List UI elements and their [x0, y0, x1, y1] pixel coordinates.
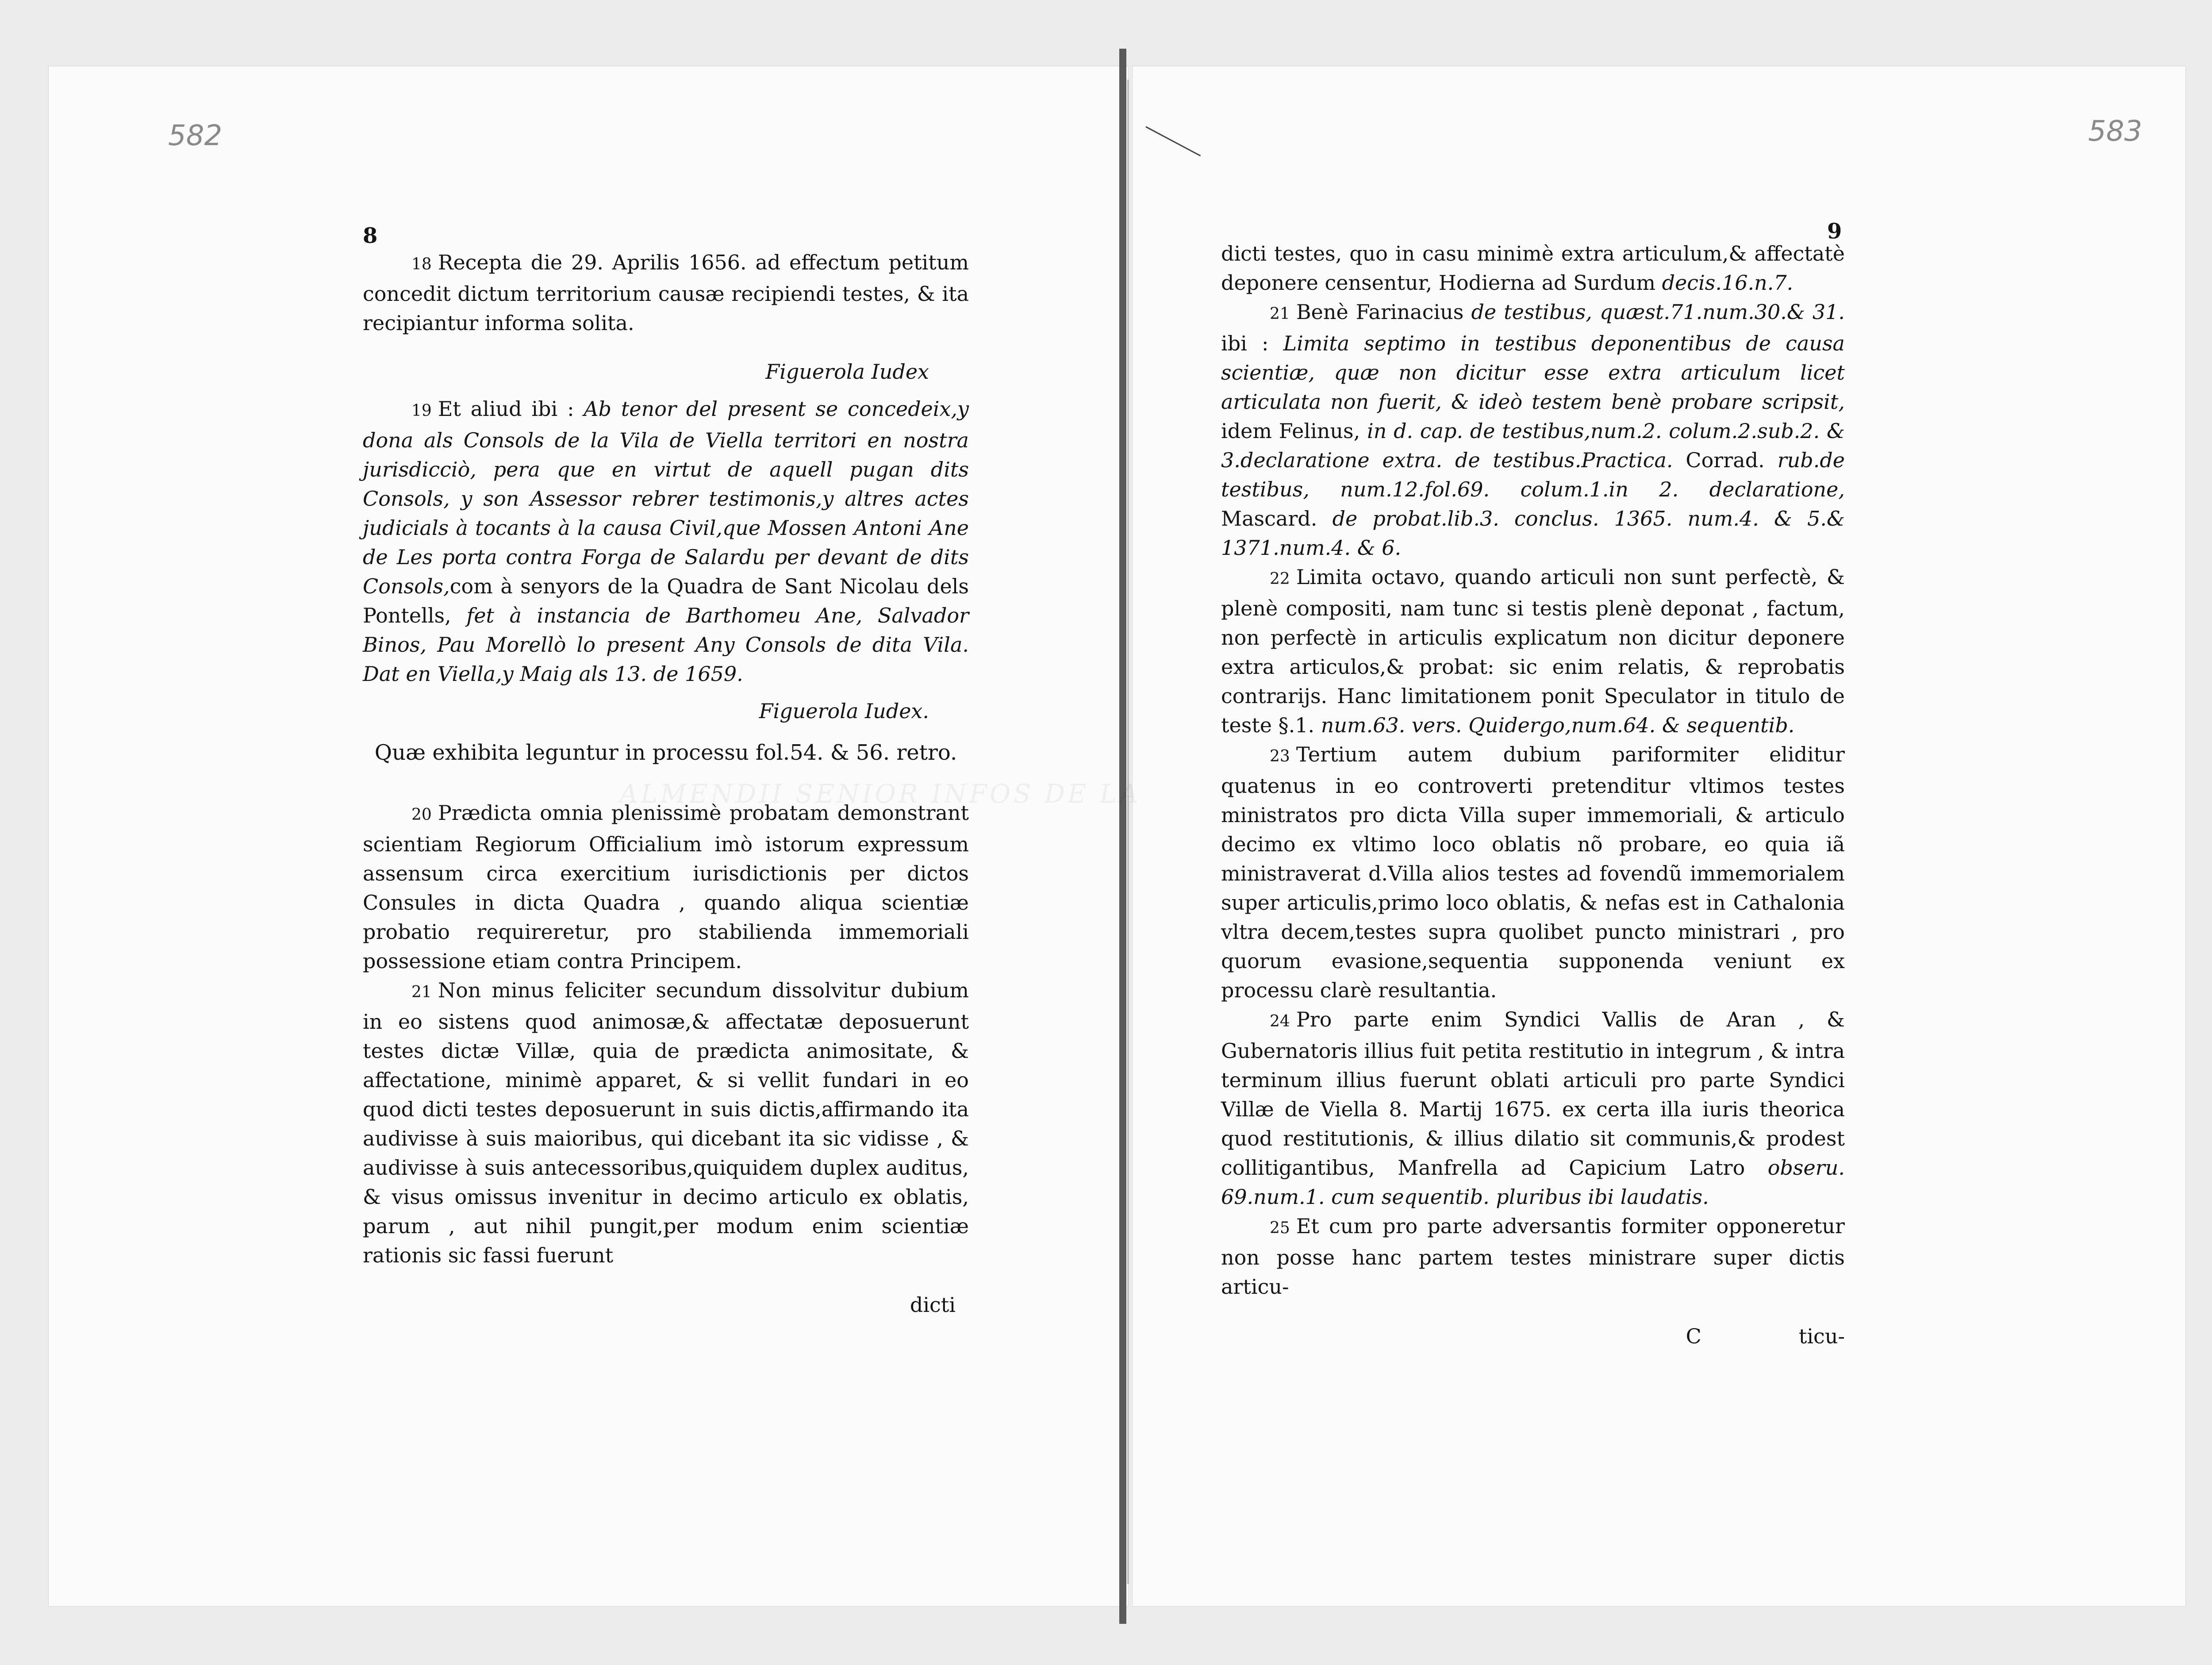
paragraph-text: Limita octavo, quando articuli non sunt perfectè, & plenè compositi, nam tunc si testis plenè deponat , factum, non perfectè in articulis explicatum non dicitur deponere extra articulos,& probat: sic enim relatis, & reprobatis contrarijs. Hanc limitationem ponit Speculator in titulo de teste §.1. — [1221, 565, 1845, 737]
paragraph-20 — [363, 798, 969, 976]
paragraph-text: Tertium autem dubium pariformiter eliditur quatenus in eo controverti pretenditur vltimos testes ministratos pro dicta Villa super immemoriali, & articulo decimo ex vltimo loco oblatis nõ probare, eo quia iã ministraverat d.Villa alios testes ad fovendũ immemorialem super articulis,primo loco oblatis, & nefas est in Cathalonia vltra decem,testes supra quolibet puncto ministrari , pro quorum evasione,sequentia supponenda veniunt ex processu clarè resultantia. — [1221, 742, 1845, 1002]
paragraph-text: Pro parte enim Syndici Vallis de Aran , & Gubernatoris illius fuit petita restitutio in integrum , & intra terminum illius fuerunt oblati articuli pro parte Syndici Villæ de Viella 8. Martij 1675. ex certa illa iuris theorica quod restitutionis, & illius dilatio sit communis,& prodest collitigantibus, Manfrella ad Capicium Latro — [1221, 1007, 1845, 1180]
paragraph-number: 21 — [1270, 305, 1290, 323]
paragraph-18 — [363, 248, 969, 338]
left-text-column — [363, 248, 969, 1340]
quoted-decree-plain: com à senyors de la Quadra de Sant Nicolau dels Pontells, — [363, 574, 969, 627]
show-through-text: ALMENDII SENIOR INFOS DE LA — [619, 779, 1141, 809]
paragraph-number: 18 — [411, 255, 432, 273]
citation: in d. cap. de testibus,num.2. colum.2.sub.2. & 3.declaratione extra. de testibus.Practica. — [1221, 419, 1845, 472]
paragraph-number: 25 — [1270, 1219, 1290, 1237]
paragraph-number: 22 — [1270, 570, 1290, 588]
paragraph-text: Et cum pro parte adversantis formiter opponeretur non posse hanc partem testes ministrare super dictis articu- — [1221, 1214, 1845, 1299]
author-felinus: idem Felinus, — [1221, 419, 1360, 443]
paragraph-number: 20 — [411, 806, 432, 824]
quotation: Limita septimo in testibus deponentibus de causa scientiæ, quæ non dicitur esse extra articulum licet articulata non fuerit, & ideò testem benè probare scripsit, — [1221, 331, 1845, 414]
book-gutter — [1119, 49, 1126, 1624]
paragraph-22 — [1221, 562, 1845, 740]
citation: de testibus, quæst.71.num.30.& 31. — [1471, 300, 1845, 324]
paragraph-23 — [1221, 740, 1845, 1005]
paragraph-21 — [363, 976, 969, 1270]
citation: num.63. vers. Quidergo,num.64. & sequentib. — [1321, 713, 1795, 737]
author-corrad: Corrad. — [1686, 448, 1765, 472]
signature-figuerola-2: Figuerola Iudex. — [759, 699, 929, 723]
author-farinacius: Benè Farinacius — [1296, 300, 1464, 324]
citation: rub.de testibus, num.12.fol.69. colum.1.in 2. declaratione, — [1221, 448, 1845, 501]
page-edge — [1127, 80, 1129, 1584]
quoted-decree-tail: fet à instancia de Barthomeu Ane, Salvador Binos, Pau Morellò lo present Any Consols de dita Vila. Dat en Viella,y Maig als 13. de 1659. — [363, 604, 969, 686]
paragraph-number: 21 — [411, 983, 432, 1001]
citation: decis.16.n.7. — [1662, 271, 1793, 295]
paragraph-number: 23 — [1270, 747, 1290, 765]
paragraph-intro: Et aliud ibi : — [438, 397, 574, 421]
author-mascard: Mascard. — [1221, 507, 1317, 531]
citation: obseru. 69.num.1. cum sequentib. pluribus ibi laudatis. — [1221, 1156, 1845, 1209]
pencil-folio-left: 582 — [168, 119, 223, 152]
paragraph-25 — [1221, 1211, 1845, 1301]
paragraph-text: Prædicta omnia plenissimè probatam demonstrant scientiam Regiorum Officialium imò istorum expressum assensum circa exercitium iurisdictionis per dictos Consules in dicta Quadra , quando aliqua scientiæ probatio requireretur, pro stabilienda immemoriali possessione etiam contra Principem. — [363, 801, 969, 973]
paragraph-19 — [363, 394, 969, 688]
paragraph-number: 19 — [411, 402, 432, 420]
paragraph-text: dicti testes, quo in casu minimè extra articulum,& affectatè deponere censentur, Hodierna ad Surdum — [1221, 242, 1845, 295]
paragraph-24 — [1221, 1005, 1845, 1211]
page-number-right: 9 — [1827, 219, 1842, 244]
gathering-signature: C — [1686, 1324, 1701, 1348]
signature-and-catchword — [1221, 1322, 1845, 1351]
paragraph-21-right — [1221, 297, 1845, 562]
catchword: ticu- — [1798, 1324, 1845, 1348]
process-reference: Quæ exhibita leguntur in processu fol.54. & 56. retro. — [374, 740, 957, 765]
paragraph-text: Non minus feliciter secundum dissolvitur dubium in eo sistens quod animosæ,& affectatæ deposuerunt testes dictæ Villæ, quia de prædicta animositate, & affectatione, minimè apparet, & si vellit fundari in eo quod dicti testes deposuerunt in suis dictis,affirmando ita audivisse à suis maioribus, qui dicebant ita sic vidisse , & audivisse à suis antecessoribus,quiquidem duplex auditus, & visus omissus invenitur in decimo articulo ex oblatis, parum , aut nihil pungit,per modum enim scientiæ rationis sic fassi fuerunt — [363, 978, 969, 1267]
ibi: ibi : — [1221, 331, 1269, 355]
catchword: dicti — [910, 1293, 956, 1317]
paragraph-continuation — [1221, 239, 1845, 297]
paragraph-number: 24 — [1270, 1012, 1290, 1031]
pencil-folio-right: 583 — [2088, 115, 2143, 148]
right-text-column — [1221, 239, 1845, 1371]
quoted-decree: Ab tenor del present se concedeix,y dona als Consols de la Vila de Viella territori en nostra jurisdicciò, pera que en virtut de aquell pugan dits Consols, y son Assessor rebrer testimonis,y altres actes judicials à tocants à la causa Civil,que Mossen Antoni Ane de Les porta contra Forga de Salardu per devant de dits Consols, — [363, 397, 969, 598]
paragraph-text: Recepta die 29. Aprilis 1656. ad effectum petitum concedit dictum territorium causæ recipiendi testes, & ita recipiantur informa solita. — [363, 250, 969, 335]
citation: de probat.lib.3. conclus. 1365. num.4. & 5.& 1371.num.4. & 6. — [1221, 507, 1845, 560]
page-number-left: 8 — [363, 223, 378, 248]
signature-figuerola: Figuerola Iudex — [765, 360, 929, 384]
